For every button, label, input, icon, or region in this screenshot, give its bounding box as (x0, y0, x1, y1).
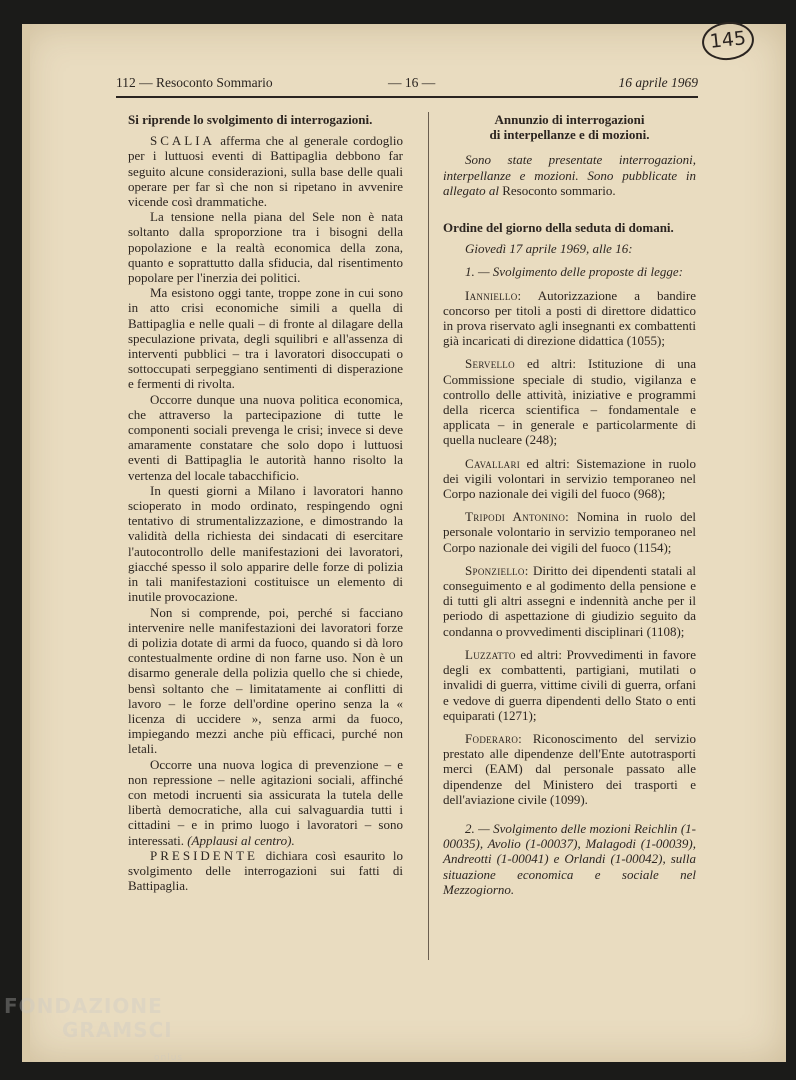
speaker-name: SCALIA (150, 133, 215, 149)
bill-list (443, 288, 696, 807)
paragraph-text: Occorre una nuova logica di prevenzione – e non repressione – nelle agitazioni sociali, affinché con metodi incruenti sia assicurata la tutela delle libertà democratiche, alla cui salvaguardia tutti i cittadini – e in primo luogo i lavoratori – sono interessati. (128, 756, 403, 848)
header-left: 112 — Resoconto Sommario (116, 75, 273, 90)
paragraph: Ma esistono oggi tante, troppe zone in cui sono in atto crisi economiche simili a quella di Battipaglia e nelle quali – di fronte al dilagare della speculazione privata, degli squilibri e all'assenza di interventi pubblici – tra i lavoratori disoccupati o sottoccupati serpeggiano sentimenti di disperazione e fermenti di rivolta. (128, 285, 403, 392)
page-edge (22, 24, 30, 1062)
paragraph (128, 133, 403, 209)
paragraph (128, 757, 403, 848)
paragraph-text: afferma che al generale cordoglio per i luttuosi eventi di Battipaglia debbono far seguito alcune considerazioni, sulla base delle quali operare per far sì che non si ripetano in avvenire vicende così drammatiche. (128, 133, 403, 210)
watermark-line-1: FONDAZIONE (4, 994, 163, 1018)
section-title-interrogazioni: Si riprende lo svolgimento di interrogazioni. (128, 112, 373, 127)
applause-note: (Applausi al centro). (187, 832, 295, 848)
announcement-text (443, 152, 696, 198)
bill-description: Nomina in ruolo del personale volontario in servizio temporaneo nel Corpo nazionale dei vigili del fuoco (1154); (443, 509, 696, 555)
bill-proposer: Tripodi Antonino: (465, 509, 570, 525)
watermark-line-3: onlus (154, 1053, 184, 1063)
section-1-heading: 1. — Svolgimento delle proposte di legge: (465, 264, 683, 280)
bill-proposer: Ianniello: (465, 287, 522, 303)
bill-description: Autorizzazione a bandire concorso per titoli a posti di direttore didattico in prova riservato agli insegnanti ex combattenti già incaricati di direzione didattica (1055); (443, 287, 696, 349)
bill-proposer: Luzzatto (465, 646, 516, 662)
paragraph: La tensione nella piana del Sele non è nata soltanto dalla sproporzione tra i bisogni della popolazione e la realtà economica della zona, quanto e soprattutto dalla sfiducia, dal risentimento popolare per l'inerzia dei politici. (128, 209, 403, 286)
header-date: 16 aprile 1969 (618, 75, 698, 90)
paragraph: In questi giorni a Milano i lavoratori hanno scioperato in modo ordinato, respingendo ogni tentativo di strumentalizzazione, e dimostrando la validità della richiesta dei sindacati di esercitare l'autocontrollo delle manifestazioni dei lavoratori, giacché spesso il solo apparire delle forze di polizia in tali manifestazioni costituisce un elemento di inutile provocazione. (128, 482, 403, 605)
running-header (116, 75, 698, 95)
session-date: Giovedì 17 aprile 1969, alle 16: (465, 241, 633, 257)
bill-proposer: Servello (465, 356, 515, 372)
bill-item (443, 563, 696, 639)
bill-item (443, 731, 696, 807)
bill-item (443, 647, 696, 723)
bill-proposer: Sponziello: (465, 562, 529, 578)
bill-description: Diritto dei dipendenti statali al conseguimento e al godimento della pensione e di tutti gli altri assegni e indennità anche per il periodo di aspettazione di giudizio seguito da condanna o provvedimenti disciplinari (1108); (443, 562, 697, 639)
bill-proposer: Cavallari (465, 455, 521, 471)
section-2-motions: 2. — Svolgimento delle mozioni Reichlin (1-00035), Avolio (1-00037), Malagodi (1-00039), Andreotti (1-00041) e Orlandi (1-00042), sulla situazione economica e sociale nel Mezzogiorno. (443, 820, 696, 897)
paragraph: Occorre dunque una nuova politica economica, che attraverso la partecipazione di tutte le componenti sociali prevenga le crisi; invece si deve amaramente constatare che solo dopo i luttuosi eventi di Battipaglia le autorità hanno risolto la vertenza del locale tabacchificio. (128, 391, 403, 483)
bill-description: Riconoscimento del servizio prestato alle dipendenze dell'Ente autotrasporti merci (EAM) dal personale passato alle dipendenze del Ministero dei trasporti e dell'aviazione civile (1099). (443, 730, 696, 807)
watermark-line-2: GRAMSCI (62, 1018, 173, 1042)
bill-description: ed altri: Sistemazione in ruolo dei vigili volontari in servizio temporaneo nel Corpo nazionale dei vigili del fuoco (968); (443, 455, 696, 502)
bill-item (443, 356, 696, 447)
left-column (128, 112, 403, 893)
column-divider (428, 112, 429, 960)
bill-description: ed altri: Istituzione di una Commissione speciale di studio, vigilanza e controllo delle attività, iniziative e programmi della ricerca scientifica – fondamentale e applicata – in generale e particolarmente di quella nucleare (248); (443, 356, 697, 448)
header-page-number: — 16 — (388, 75, 436, 90)
order-of-day-title: Ordine del giorno della seduta di domani. (443, 220, 674, 236)
bill-proposer: Foderaro: (465, 730, 523, 746)
bill-item (443, 509, 696, 555)
right-column (443, 112, 696, 897)
announcement-italic: Sono state presentate interrogazioni, interpellanze e mozioni. Sono pubblicate in allegato al (443, 152, 696, 198)
archive-stamp-number: 145 (700, 19, 756, 62)
announcement-title-2: di interpellanze e di mozioni. (489, 127, 650, 143)
bill-item (443, 456, 696, 502)
speaker-name: PRESIDENTE (150, 847, 258, 863)
bill-description: ed altri: Provvedimenti in favore degli ex combattenti, partigiani, mutilati o invalidi di guerra, vittime civili di guerra, orfani e vedove di guerra dipendenti dello Stato o enti equiparati (1271); (443, 646, 696, 723)
header-rule (116, 96, 698, 98)
paragraph-text: dichiara così esaurito lo svolgimento delle interrogazioni sui fatti di Battipaglia. (128, 847, 403, 894)
paragraph: Non si comprende, poi, perché si facciano intervenire nelle manifestazioni dei lavoratori forze di polizia dotate di armi da fuoco, quando si dà loro contestualmente ordine di non farne uso. Non è un disarmo generale della polizia quello che si chiede, bensì soltanto che – limitatamente ai conflitti di lavoro – le forze dell'ordine operino senza la « licenza di uccidere », senza armi da fuoco, impiegando mezzi anche più efficaci, purché non letali. (128, 604, 403, 757)
announcement-roman: Resoconto sommario. (502, 182, 616, 198)
announcement-title: Annunzio di interrogazioni (494, 112, 645, 127)
bill-item (443, 288, 696, 349)
fondazione-gramsci-watermark (4, 994, 184, 1063)
paragraph (128, 848, 403, 894)
